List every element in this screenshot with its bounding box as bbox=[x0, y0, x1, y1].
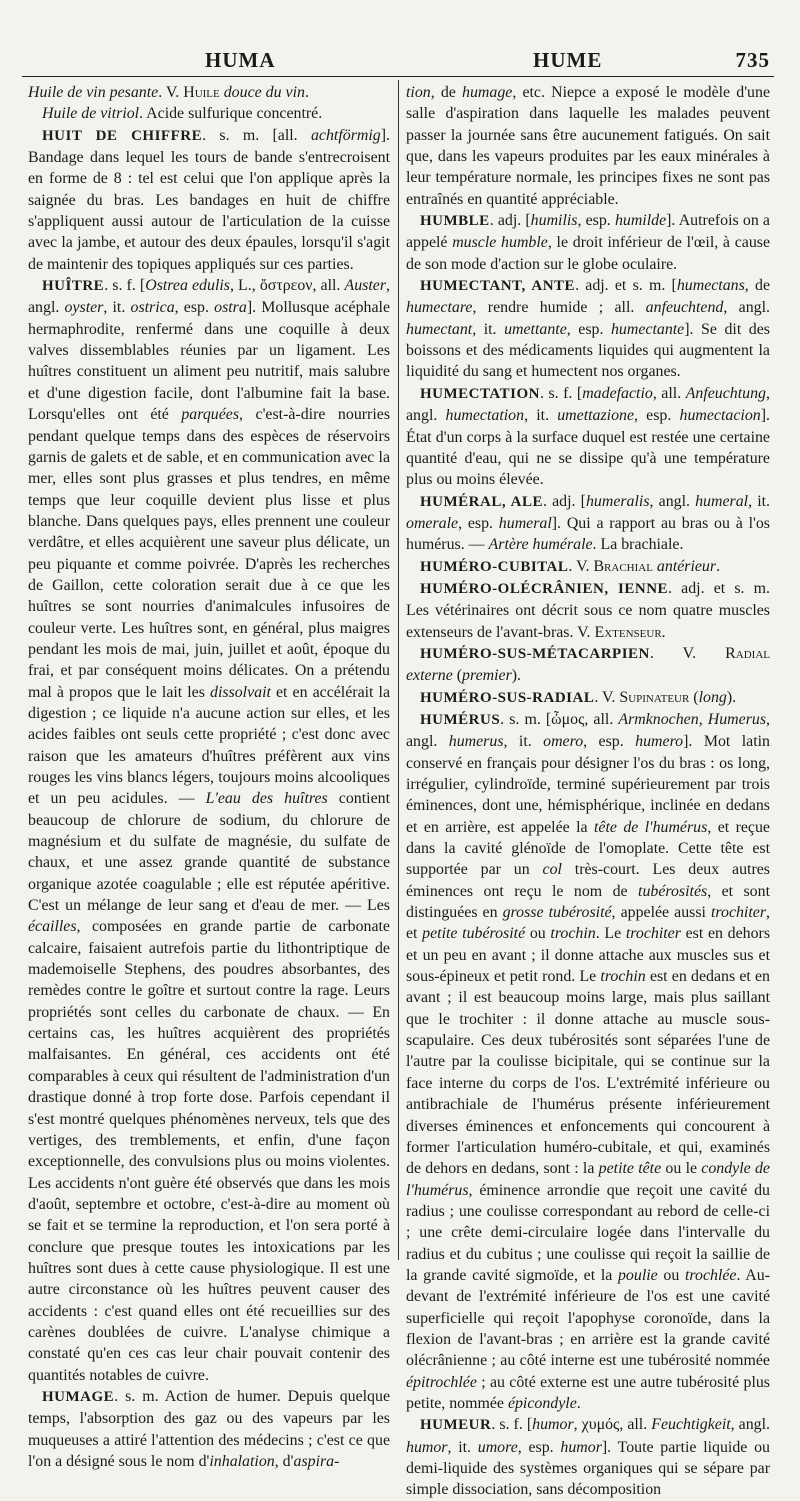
left-column bbox=[28, 82, 390, 1472]
running-head-left: HUMA bbox=[205, 48, 276, 72]
right-column-paragraph: HUMBLE. adj. [humilis, esp. humilde]. Autrefois on a appelé muscle humble, le droit inférieur de l'œil, à cause de son mode d'action sur le globe oculaire. bbox=[406, 212, 771, 273]
right-column-paragraph: HUMÉRUS. s. m. [ὦμος, all. Armknochen, Humerus, angl. humerus, it. omero, esp. humero]. Mot latin conservé en français pour désigner l'os du bras : os long, irrégulier, cylindroïde, terminé supérieurement par trois éminences, dont une, hémisphérique, inclinée en dedans et en arrière, est appelée la tête de l'humérus, et reçue dans la cavité glénoïde de l'omoplate. Cette tête est supportée par un col très-court. Les deux autres éminences ont reçu le nom de tubérosités, et sont distinguées en grosse tubérosité, appelée aussi trochiter, et petite tubérosité ou trochin. Le trochiter est en dehors et un peu en avant ; il donne attache aux muscles sus et sous-épineux et petit rond. Le trochin est en dedans et en avant ; il est beaucoup moins large, mais plus saillant que le trochiter : il donne attache au muscle sous-scapulaire. Ces deux tubérosités sont séparées l'une de l'autre par la coulisse bicipitale, qui se continue sur la face interne du corps de l'os. L'extrémité inférieure ou antibrachiale de l'humérus présente inférieurement diverses éminences et enfoncements qui concourent à former l'articulation huméro-cubitale, et qui, examinés de dehors en dedans, sont : la petite tête ou le condyle de l'humérus, éminence arrondie que reçoit une cavité du radius ; une coulisse correspondant au rebord de celle-ci ; une crête demi-circulaire logée dans l'intervalle du radius et du cubitus ; une coulisse qui reçoit la saillie de la grande cavité sigmoïde, et la poulie ou trochlée. Au-devant de l'extrémité inférieure de l'os est une cavité superficielle qui reçoit l'apophyse coronoïde, dans la flexion de l'avant-bras ; en arrière est la grande cavité olécrânienne ; au côté interne est une tubérosité nommée épitrochlée ; au côté externe est une autre tubérosité plus petite, nommée épicondyle. bbox=[406, 710, 771, 1412]
running-head-center: HUME bbox=[533, 48, 603, 72]
right-column-paragraph: tion, de humage, etc. Niepce a exposé le modèle d'une salle d'aspiration dans laquelle les malades peuvent passer la journée sans être aucunement fatigués. On sait que, dans les vapeurs produites par les eaux minérales à leur température normale, les principes fixes ne sont pas entraînés en quantité appréciable. bbox=[406, 84, 770, 208]
right-column bbox=[406, 82, 770, 1501]
left-column-paragraph: HUIT DE CHIFFRE. s. m. [all. achtförmig]. Bandage dans lequel les tours de bande s'entrecroisent en forme de 8 : tel est celui que l'on applique après la saignée du bras. Les bandages en huit de chiffre s'appliquent aussi autour de l'articulation de la cuisse avec la jambe, et autour des deux épaules, lorsqu'il s'agit de maintenir des topiques appliqués sur ces parties. bbox=[28, 126, 390, 273]
header-rule bbox=[22, 76, 774, 77]
left-column-paragraph: Huile de vitriol. Acide sulfurique concentré. bbox=[42, 105, 323, 123]
page-number: 735 bbox=[735, 48, 770, 72]
right-column-paragraph: HUMÉRO-SUS-RADIAL. V. Supinateur (long). bbox=[420, 688, 737, 706]
right-column-paragraph: HUMÉRAL, ALE. adj. [humeralis, angl. humeral, it. omerale, esp. humeral]. Qui a rapport au bras ou à l'os humérus. — Artère humérale. La brachiale. bbox=[406, 492, 770, 554]
left-column-paragraph: HUMAGE. s. m. Action de humer. Depuis quelque temps, l'absorption des gaz ou des vapeurs par les muqueuses a attiré l'attention des médecins ; c'est ce que l'on a désigné sous le nom d'inhalation, d'aspira- bbox=[28, 1387, 390, 1470]
right-column-paragraph: HUMÉRO-SUS-MÉTACARPIEN. V. Radial externe (premier). bbox=[406, 644, 770, 685]
right-column-paragraph: HUMÉRO-CUBITAL. V. Brachial antérieur. bbox=[420, 557, 721, 575]
right-column-paragraph: HUMECTANT, ANTE. adj. et s. m. [humectans, de humectare, rendre humide ; all. anfeuchtend, angl. humectant, it. umettante, esp. humectante]. Se dit des boissons et des médicaments liquides qui augmentent la liquidité du sang et humectent nos organes. bbox=[406, 277, 770, 381]
running-head bbox=[30, 48, 770, 74]
right-column-paragraph: HUMECTATION. s. f. [madefactio, all. Anfeuchtung, angl. humectation, it. umettazione, esp. humectacion]. État d'un corps à la surface duquel est restée une certaine quantité d'eau, qui ne se dissipe qu'à une température plus ou moins élevée. bbox=[406, 384, 770, 489]
left-column-paragraph: Huile de vin pesante. V. Huile douce du vin. bbox=[28, 84, 309, 101]
right-column-paragraph: HUMÉRO-OLÉCRÂNIEN, IENNE. adj. et s. m. Les vétérinaires ont décrit sous ce nom quatre muscles extenseurs de l'avant-bras. V. Extenseur. bbox=[406, 579, 770, 641]
left-column-paragraph: HUÎTRE. s. f. [Ostrea edulis, L., ὄστρεον, all. Auster, angl. oyster, it. ostrica, esp. ostra]. Mollusque acéphale hermaphrodite, renfermé dans une coquille à deux valves dissemblables réunies par un ligament. Les huîtres constituent un aliment peu nutritif, mais salubre et d'une digestion facile, dont l'albumine fait la base. Lorsqu'elles ont été parquées, c'est-à-dire nourries pendant quelque temps dans des espèces de réservoirs garnis de galets et de sable, et en communication avec la mer, elles sont plus grasses et plus tendres, en même temps que leur coquille devient plus lisse et plus blanche. Dans quelques pays, elles prennent une couleur verdâtre, et elles acquièrent une saveur plus délicate, un peu piquante et comme poivrée. D'après les recherches de Gaillon, cette coloration serait due à ce que les huîtres se sont nourries d'animalcules infusoires de couleur verte. Les huîtres sont, en général, plus maigres pendant les mois de mai, juin, juillet et août, époque du frai, et par conséquent moins délicates. On a prétendu mal à propos que le lait les dissolvait et en accélérait la digestion ; ce liquide n'a aucune action sur elles, et les acides faibles ont seuls cette propriété ; c'est donc avec raison que les amateurs d'huîtres préfèrent aux vins rouges les vins blancs légers, toujours moins alcooliques et un peu acidules. — L'eau des huîtres contient beaucoup de chlorure de sodium, du chlorure de magnésium et du sulfate de magnésie, du sulfate de chaux, et une assez grande quantité de substance organique azotée coagulable ; elle est réputée apéritive. C'est un mélange de leur sang et d'eau de mer. — Les écailles, composées en grande partie de carbonate calcaire, faisaient autrefois partie du lithontriptique de mademoiselle Stephens, des poudres absorbantes, des remèdes contre le goître et surtout contre la rage. Leurs propriétés sont celles du carbonate de chaux. — En certains cas, les huîtres acquièrent des propriétés malfaisantes. En général, ces accidents ont été comparables à ceux qui résultent de l'administration d'un drastique donné à trop forte dose. Parfois cependant il s'est montré quelques phénomènes nerveux, tels que des vertiges, des tremblements, et enfin, d'une façon exceptionnelle, des convulsions plus ou moins violentes. Les accidents n'ont guère été observés que dans les mois d'août, septembre et octobre, c'est-à-dire au moment où se fait et se termine la reproduction, et l'on sera porté à conclure que presque toutes les intoxications par les huîtres sont dues à cette cause physiologique. Il est une autre circonstance où les huîtres peuvent causer des accidents : c'est quand elles ont été recueillies sur des carènes doublées de cuivre. L'analyse chimique a constaté qu'en ces cas leur chair pouvait contenir des quantités notables de cuivre. bbox=[28, 277, 390, 1384]
column-divider bbox=[398, 80, 399, 1260]
right-column-paragraph: HUMEUR. s. f. [humor, χυμός, all. Feuchtigkeit, angl. humor, it. umore, esp. humor]. Toute partie liquide ou demi-liquide des systèmes organiques qui se sépare par simple dissociation, sans décomposition bbox=[406, 1416, 770, 1499]
